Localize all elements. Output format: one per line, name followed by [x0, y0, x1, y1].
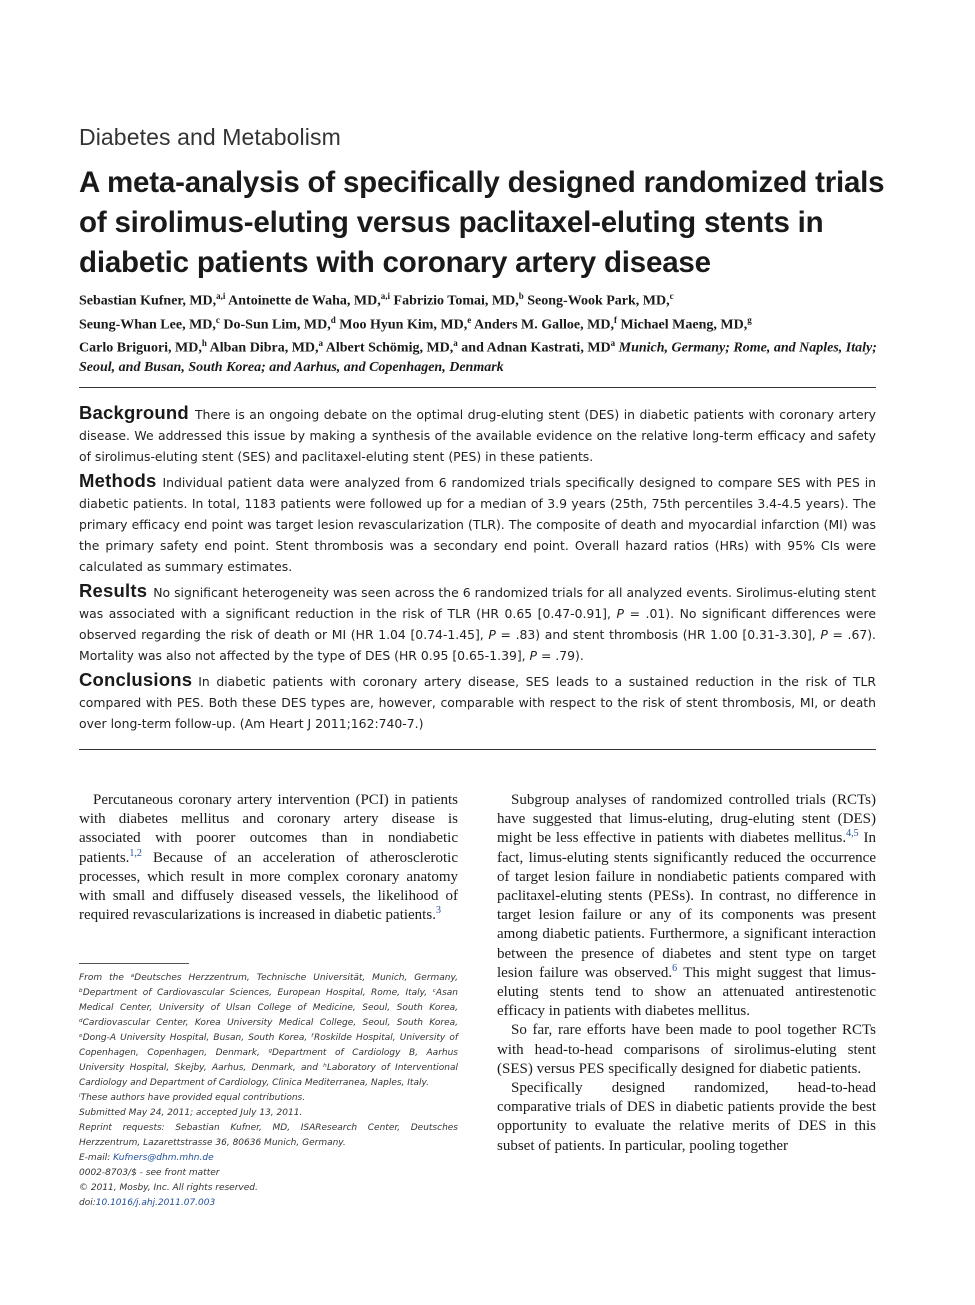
author-name: Antoinette de Waha, MD,	[225, 293, 381, 309]
abstract-heading-background: Background	[79, 402, 189, 423]
abstract-results-text: No significant heterogeneity was seen across the 6 randomized trials for all analyzed events. Sirolimus-eluting stent was associated with a significant reduction in the risk of TLR (HR 0.65 [0.47-0.91],	[79, 585, 876, 621]
abstract-background	[79, 402, 876, 467]
author-name: Anders M. Galloe, MD,	[471, 317, 614, 333]
footnote-copyright: © 2011, Mosby, Inc. All rights reserved.	[79, 1183, 258, 1193]
abstract-heading-methods: Methods	[79, 470, 157, 491]
footnote-issn: 0002-8703/$ - see front matter	[79, 1168, 220, 1178]
abstract-results-text: = .79).	[537, 648, 584, 663]
author-name: Fabrizio Tomai, MD,	[390, 293, 519, 309]
author-affiliation-mark: a	[318, 338, 324, 349]
abstract-results	[79, 580, 876, 666]
p-value-symbol: P	[488, 627, 496, 642]
footnote-email	[79, 1151, 458, 1166]
abstract-methods-text: Individual patient data were analyzed from 6 randomized trials specifically designed to compare SES with PES in diabetic patients. In total, 1183 patients were followed up for a median of 3.9 years (25th, 75th percentiles 3.4-4.5 years). The primary efficacy end point was target lesion revascularization (TLR). The composite of death and myocardial infarction (MI) was the primary safety end point. Stent thrombosis was a secondary end point. Overall hazard ratios (HRs) with 95% CIs were calculated as summary estimates.	[79, 475, 876, 574]
author-affiliation-mark: c	[215, 314, 220, 325]
body-text: Subgroup analyses of randomized controlled trials (RCTs) have suggested that limus-eluting, drug-eluting stent (DES) might be less effective in patients with diabetes mellitus.	[497, 792, 876, 847]
body-text: In fact, limus-eluting stents significantly reduced the occurrence of target lesion failure in nondiabetic patients compared with paclitaxel-eluting stents (PESs). In contrast, no difference in target lesion failure or any of its components was present among diabetic patients. Furthermore, a significant interaction between the presence of diabetes and stent type on target lesion failure was observed.	[497, 830, 876, 981]
article-title: A meta-analysis of specifically designed randomized trials of sirolimus-eluting versus paclitaxel-eluting stents in diabetic patients with coronary artery disease	[79, 166, 885, 279]
author-name: Albert Schömig, MD,	[323, 340, 454, 356]
body-text: Because of an acceleration of atherosclerotic processes, which result in more complex coronary anatomy with small and diffusely diseased vessels, the likelihood of required revascularizations is increased in diabetic patients.	[79, 849, 458, 924]
author-name: Michael Maeng, MD,	[616, 317, 748, 333]
author-name: Alban Dibra, MD,	[206, 340, 319, 356]
author-affiliation-mark: b	[518, 291, 524, 301]
email-link[interactable]: Kufners@dhm.mhn.de	[113, 1153, 214, 1163]
footnote-divider	[79, 963, 189, 964]
citation-link[interactable]: 6	[672, 962, 678, 974]
citation-link[interactable]: 3	[435, 905, 441, 917]
abstract-heading-conclusions: Conclusions	[79, 669, 193, 690]
author-affiliation-mark: e	[467, 314, 472, 325]
body-column-left	[79, 791, 458, 925]
body-text: This might suggest that limus-eluting stents tend to show an attenuated antirestenotic efficacy in patients with diabetes mellitus.	[497, 964, 876, 1020]
author-name: Moo Hyun Kim, MD,	[335, 317, 468, 333]
author-name: Do-Sun Lim, MD,	[219, 317, 331, 333]
author-affiliation-mark: g	[747, 314, 752, 325]
p-value-symbol: P	[820, 627, 828, 642]
email-label: E-mail:	[79, 1153, 114, 1163]
author-affiliation-mark: a,i	[380, 291, 391, 301]
abstract-bottom-divider	[79, 749, 876, 750]
author-affiliation-mark: a,i	[216, 291, 226, 301]
footnote-affiliations: From the ᵃDeutsches Herzzentrum, Technische Universität, Munich, Germany, ᵇDepartment of Cardiovascular Sciences, European Hospital, Rome, Italy, ᶜAsan Medical Center, University of Ulsan College of Medicine, Seoul, South Korea, ᵈCardiovascular Center, Korea University Medical College, Seoul, South Korea, ᵉDong-A University Hospital, Busan, South Korea, ᶠRoskilde Hospital, University of Copenhagen, Copenhagen, Denmark, ᵍDepartment of Cardiology B, Aarhus University Hospital, Skejby, Aarhus, Denmark, and ʰLaboratory of Interventional Cardiology and Department of Cardiology, Clinica Mediterranea, Naples, Italy.	[79, 973, 458, 1088]
abstract-conclusions-text: In diabetic patients with coronary artery disease, SES leads to a sustained reduction in the risk of TLR compared with PES. Both these DES types are, however, comparable with respect to the risk of stent thrombosis, MI, or death over long-term follow-up. (Am Heart J 2011;162:740-7.)	[79, 674, 876, 731]
citation-link[interactable]: 1,2	[129, 847, 142, 859]
doi-link[interactable]: 10.1016/j.ahj.2011.07.003	[95, 1198, 216, 1208]
abstract-background-text: There is an ongoing debate on the optimal drug-eluting stent (DES) in diabetic patients with coronary artery disease. We addressed this issue by making a synthesis of the available evidence on the relative long-term efficacy and safety of sirolimus-eluting stent (SES) and paclitaxel-eluting stent (PES) in these patients.	[79, 407, 876, 464]
abstract-results-text: = .83) and stent thrombosis (HR 1.00 [0.31-3.30],	[495, 627, 821, 642]
abstract-results-text: = .67). Mortality was also not affected by the type of DES (HR 0.95 [0.65-1.39],	[79, 627, 876, 663]
author-locations: Munich, Germany; Rome, and Naples, Italy; Seoul, and Busan, South Korea; and Aarhus, and Copenhagen, Denmark	[79, 340, 877, 375]
body-paragraph	[79, 791, 458, 925]
author-name: Carlo Briguori, MD,	[79, 340, 202, 356]
abstract-conclusions	[79, 669, 876, 734]
body-paragraph: So far, rare efforts have been made to pool together RCTs with head-to-head comparisons of sirolimus-eluting stent (SES) versus PES specifically designed for diabetic patients.	[497, 1022, 876, 1077]
citation-link[interactable]: 4,5	[846, 828, 859, 840]
abstract-heading-results: Results	[79, 580, 148, 601]
author-affiliation-mark: f	[613, 314, 617, 325]
author-affiliation-mark: a	[610, 338, 616, 349]
p-value-symbol: P	[616, 606, 624, 621]
section-label: Diabetes and Metabolism	[79, 124, 341, 150]
author-name: Seong-Wook Park, MD,	[523, 293, 670, 309]
abstract-results-text: = .01). No significant differences were observed regarding the risk of death or MI (HR 1.04 [0.74-1.45],	[79, 606, 876, 642]
footnote-reprint: Reprint requests: Sebastian Kufner, MD, ISAResearch Center, Deutsches Herzzentrum, Lazarettstrasse 36, 80636 Munich, Germany.	[79, 1123, 458, 1148]
body-text: Percutaneous coronary artery intervention (PCI) in patients with diabetes mellitus and coronary artery disease is associated with poorer outcomes than in nondiabetic patients.	[79, 792, 458, 866]
p-value-symbol: P	[529, 648, 538, 663]
abstract-top-divider	[79, 387, 876, 388]
author-affiliation-mark: h	[201, 338, 207, 349]
abstract	[79, 402, 876, 737]
body-paragraph: Specifically designed randomized, head-to-head comparative trials of DES in diabetic patients provide the best opportunity to evaluate the relative merits of DES in this subset of patients. In particular, pooling together	[497, 1080, 876, 1154]
doi-label: doi:	[79, 1198, 96, 1208]
footnote-submitted: Submitted May 24, 2011; accepted July 13, 2011.	[79, 1108, 303, 1118]
author-name: Sebastian Kufner, MD,	[79, 293, 217, 309]
author-affiliation-mark: d	[330, 314, 336, 325]
body-paragraph	[497, 791, 876, 1021]
footnotes	[79, 971, 458, 1211]
author-affiliation-mark: a	[453, 338, 458, 349]
footnote-equal-contribution: ⁱThese authors have provided equal contributions.	[79, 1093, 306, 1103]
author-name: Seung-Whan Lee, MD,	[79, 317, 216, 333]
body-column-right	[497, 791, 876, 1156]
abstract-methods	[79, 470, 876, 577]
author-affiliation-mark: c	[669, 291, 674, 301]
footnote-doi	[79, 1196, 458, 1211]
author-name: and Adnan Kastrati, MD	[457, 340, 611, 356]
author-list	[79, 287, 879, 377]
